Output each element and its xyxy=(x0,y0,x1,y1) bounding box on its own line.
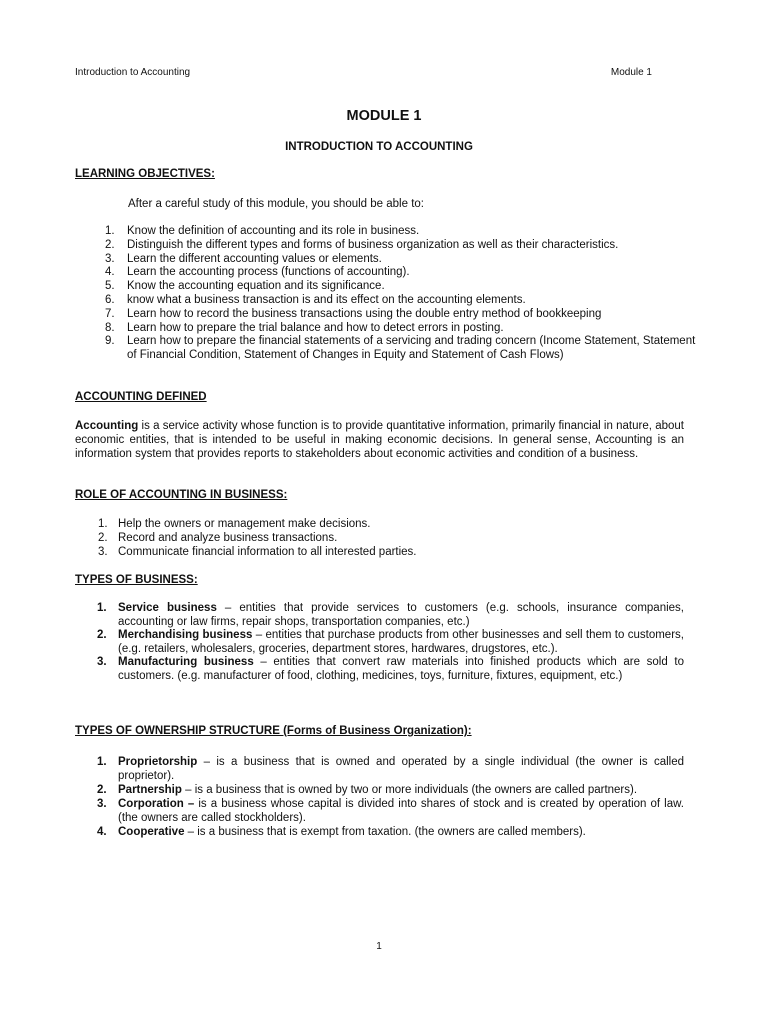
business-type-text: – entities that purchase products from other businesses and sell them to customers, (e.g. retailers, wholesalers, groceries, department stores, hardwares, drugstores, etc.). xyxy=(118,629,684,655)
objective-text: Learn how to prepare the trial balance and how to detect errors in posting. xyxy=(127,321,504,334)
role-heading: ROLE OF ACCOUNTING IN BUSINESS: xyxy=(75,489,288,501)
learning-objectives-intro: After a careful study of this module, you should be able to: xyxy=(128,198,424,210)
objective-text: Know the definition of accounting and its role in business. xyxy=(127,225,420,237)
business-type-term: Service business xyxy=(118,602,217,614)
list-item: 2. Partnership – is a business that is owned by two or more individuals (the owners are called partners). xyxy=(97,784,638,796)
business-type-text: – entities that convert raw materials into finished products which are sold to customers. (e.g. manufacturer of food, clothing, medicines, toys, furniture, fixtures, equipment, etc.) xyxy=(118,656,684,682)
list-item: 9. Learn how to prepare the financial statements of a servicing and trading concern (Income Statement, Statement of Financial Condition, Statement of Changes in Equity and Statement of Cash Flows) xyxy=(105,335,696,362)
objective-text: know what a business transaction is and its effect on the accounting elements. xyxy=(127,293,526,306)
accounting-definition-paragraph xyxy=(75,419,684,461)
list-item: 4. Cooperative – is a business that is exempt from taxation. (the owners are called members). xyxy=(97,826,586,838)
list-item: 3. Manufacturing business – entities that convert raw materials into finished products which are sold to customers. (e.g. manufacturer of food, clothing, medicines, toys, furniture, fixtures, equipment, etc.) xyxy=(97,656,684,682)
types-of-business-heading: TYPES OF BUSINESS: xyxy=(75,574,198,586)
list-item: 2. Record and analyze business transactions. xyxy=(98,531,338,544)
list-item: 5. Know the accounting equation and its significance. xyxy=(105,280,385,293)
list-item: 2. Distinguish the different types and forms of business organization as well as their characteristics. xyxy=(105,238,619,251)
list-item: 4. Learn the accounting process (functions of accounting). xyxy=(105,266,410,279)
business-types-list xyxy=(97,602,684,684)
module-subtitle: INTRODUCTION TO ACCOUNTING xyxy=(285,141,473,153)
ownership-text: is a business whose capital is divided into shares of stock and is created by operation of law. (the owners are called stockholders). xyxy=(118,798,684,824)
accounting-defined-heading: ACCOUNTING DEFINED xyxy=(75,391,207,403)
ownership-term: Corporation – xyxy=(118,798,195,810)
role-text: Help the owners or management make decisions. xyxy=(118,518,371,530)
objective-text: Distinguish the different types and forms of business organization as well as their characteristics. xyxy=(127,238,619,251)
ownership-term: Proprietorship xyxy=(118,756,198,768)
objective-text: Learn how to prepare the financial statements of a servicing and trading concern (Income Statement, Statement of Financial Condition, Statement of Changes in Equity and Statement of Cash Flows) xyxy=(127,335,696,362)
list-item: 3. Learn the different accounting values or elements. xyxy=(105,252,382,265)
page-number: 1 xyxy=(376,941,382,952)
list-item: 1. Service business – entities that provide services to customers (e.g. schools, insurance companies, accounting or law firms, repair shops, transportation companies, etc.) xyxy=(97,602,684,628)
running-header-title: Introduction to Accounting xyxy=(75,67,191,78)
learning-objectives-list xyxy=(105,225,697,363)
role-text: Communicate financial information to all interested parties. xyxy=(118,545,417,558)
ownership-text: – is a business that is exempt from taxation. (the owners are called members). xyxy=(184,826,586,838)
ownership-term: Cooperative xyxy=(118,826,185,838)
objective-text: Learn the different accounting values or elements. xyxy=(127,252,382,265)
ownership-text: – is a business that is owned by two or more individuals (the owners are called partners). xyxy=(181,784,638,796)
ownership-types-list xyxy=(97,755,684,839)
learning-objectives-heading: LEARNING OBJECTIVES: xyxy=(75,168,215,180)
ownership-text: – is a business that is owned and operated by a single individual (the owner is called proprietor). xyxy=(118,756,684,782)
definition-term: Accounting xyxy=(75,420,139,432)
list-item: 3. Corporation – is a business whose capital is divided into shares of stock and is created by operation of law. (the owners are called stockholders). xyxy=(97,798,684,824)
module-title: MODULE 1 xyxy=(346,108,422,124)
list-item: 3. Communicate financial information to all interested parties. xyxy=(98,545,417,558)
list-item: 6. know what a business transaction is and its effect on the accounting elements. xyxy=(105,293,526,306)
list-item: 1. Know the definition of accounting and its role in business. xyxy=(105,225,420,237)
list-item: 2. Merchandising business – entities that purchase products from other businesses and sell them to customers, (e.g. retailers, wholesalers, groceries, department stores, hardwares, drugstores, etc.). xyxy=(97,629,684,655)
list-item: 1. Proprietorship – is a business that is owned and operated by a single individual (the owner is called proprietor). xyxy=(97,756,684,782)
list-item: 8. Learn how to prepare the trial balance and how to detect errors in posting. xyxy=(105,321,504,334)
objective-text: Learn the accounting process (functions of accounting). xyxy=(127,266,410,279)
role-text: Record and analyze business transactions. xyxy=(118,531,338,544)
ownership-structure-heading: TYPES OF OWNERSHIP STRUCTURE (Forms of Business Organization): xyxy=(75,725,472,737)
list-item: 7. Learn how to record the business transactions using the double entry method of bookkeeping xyxy=(105,307,602,320)
running-header-module: Module 1 xyxy=(610,67,652,78)
objective-text: Learn how to record the business transactions using the double entry method of bookkeeping xyxy=(127,307,602,320)
business-type-term: Manufacturing business xyxy=(118,656,254,669)
ownership-term: Partnership xyxy=(118,784,182,796)
business-type-term: Merchandising business xyxy=(118,629,253,642)
definition-text: is a service activity whose function is to provide quantitative information, primarily financial in nature, about economic entities, that is intended to be useful in making economic decisions. In general sense, Accounting is an information system that provides reports to stakeholders about economic activities and condition of a business. xyxy=(75,420,684,460)
role-list xyxy=(98,518,678,559)
business-type-text: – entities that provide services to customers (e.g. schools, insurance companies, accounting or law firms, repair shops, transportation companies, etc.) xyxy=(118,602,684,628)
objective-text: Know the accounting equation and its significance. xyxy=(127,280,385,293)
list-item: 1. Help the owners or management make decisions. xyxy=(98,518,371,530)
